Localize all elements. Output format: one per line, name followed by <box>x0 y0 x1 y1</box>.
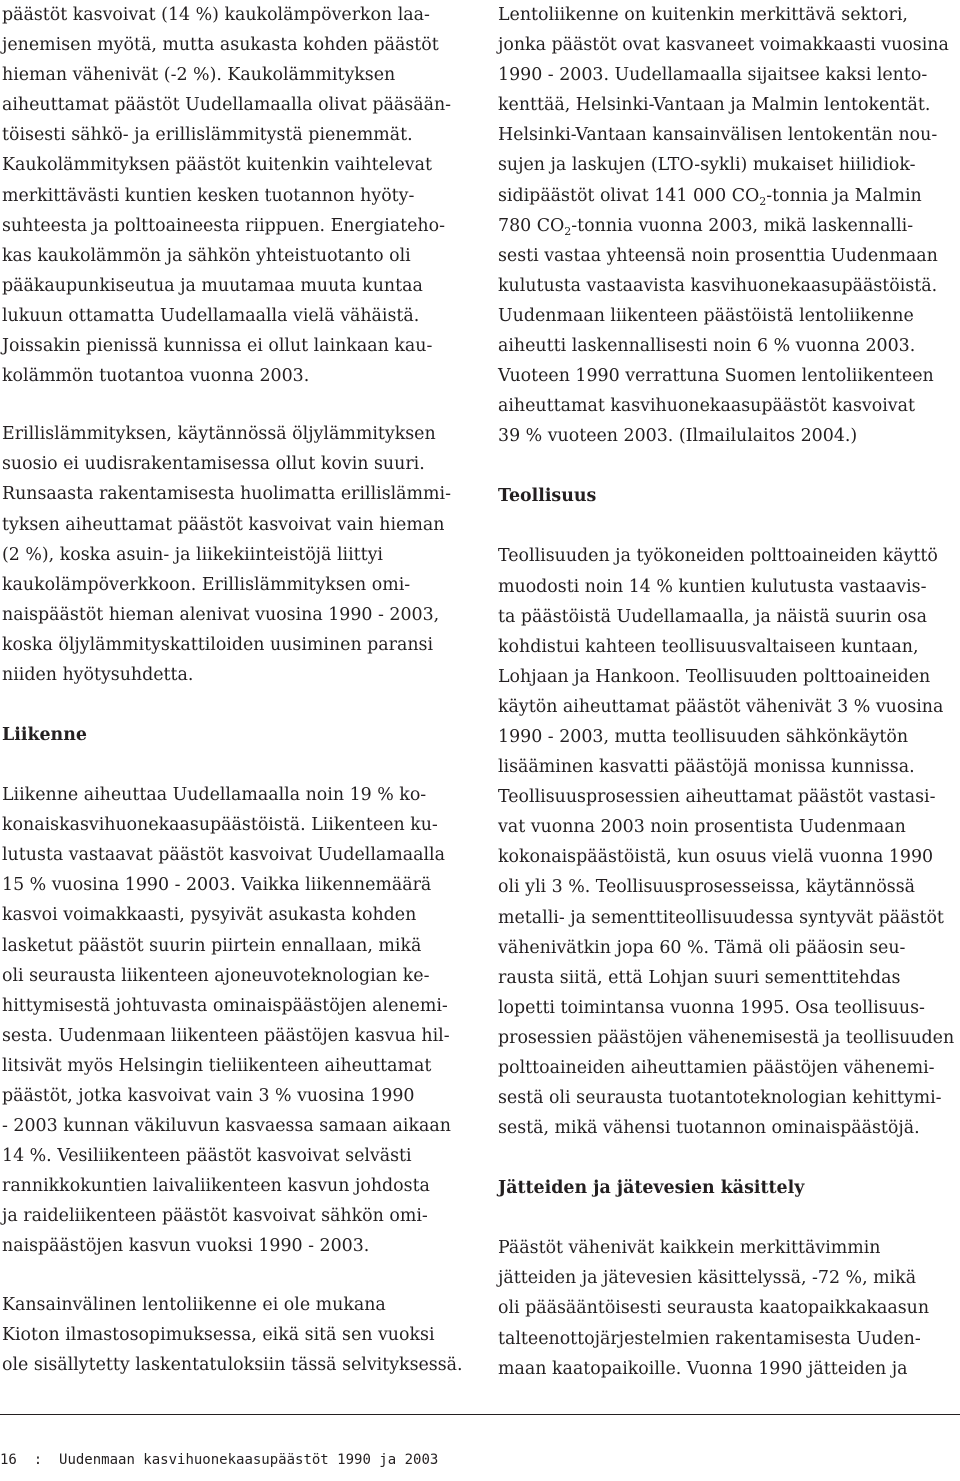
document-title: Uudenmaan kasvihuonekaasupäästöt 1990 ja 2003 <box>59 1452 439 1468</box>
text-line: hittymisestä johtuvasta ominaispäästöjen alenemi- <box>2 995 448 1016</box>
text-line: - 2003 kunnan väkiluvun kasvaessa samaan aikaan <box>2 1116 451 1137</box>
text-line: metalli- ja sementtiteollisuudessa syntyvät päästöt <box>498 907 944 928</box>
text-line: pääkaupunkiseutua ja muutamaa muuta kuntaa <box>2 275 423 296</box>
text-line: sesta. Uudenmaan liikenteen päästöjen kasvua hil- <box>2 1025 450 1046</box>
page-footer <box>0 1452 438 1468</box>
text-line: kaukolämpöverkkoon. Erillislämmityksen omi- <box>2 574 411 595</box>
text-line: lukuun ottamatta Uudellamaalla vielä vähäistä. <box>2 305 420 326</box>
text-line: talteenottojärjestelmien rakentamisesta Uuden- <box>498 1328 921 1349</box>
text-line: maan kaatopaikoille. Vuonna 1990 jätteiden ja <box>498 1358 908 1379</box>
text-line: päästöt kasvoivat (14 %) kaukolämpöverkon laa- <box>2 5 430 25</box>
text-line: polttoaineiden aiheuttamien päästöjen vähenemi- <box>498 1058 935 1078</box>
text-line: lisääminen kasvatti päästöjä monissa kunnissa. <box>498 757 915 778</box>
paragraph-waste <box>498 1233 958 1383</box>
text-line: vat vuonna 2003 noin prosentista Uudenmaan <box>498 817 906 838</box>
paragraph-district-heating <box>2 0 460 391</box>
text-line: ta päästöistä Uudellamaalla, ja näistä suurin osa <box>498 606 927 627</box>
paragraph-industry <box>498 541 958 1143</box>
text-line: lopetti toimintansa vuonna 1995. Osa teollisuus- <box>498 997 925 1018</box>
text-line: Kansainvälinen lentoliikenne ei ole mukana <box>2 1294 386 1315</box>
text-line: Päästöt vähenivät kaikkein merkittävimmin <box>498 1238 881 1259</box>
text-line: sestä oli seurausta tuotantoteknologian kehittymi- <box>498 1088 942 1109</box>
text-line: kokonaispäästöistä, kun osuus vielä vuonna 1990 <box>498 847 934 868</box>
text-line: merkittävästi kuntien kesken tuotannon hyöty- <box>2 185 415 206</box>
text-line: naispäästöt hieman alenivat vuosina 1990 - 2003, <box>2 604 440 625</box>
text-line: Lohjaan ja Hankoon. Teollisuuden polttoaineiden <box>498 666 931 687</box>
text-line: Runsaasta rakentamisesta huolimatta erillislämmi- <box>2 484 451 505</box>
text-line: oli seurausta liikenteen ajoneuvoteknologian ke- <box>2 965 430 986</box>
text-line: vähenivätkin jopa 60 %. Tämä oli pääosin seu- <box>498 937 906 958</box>
text-line: Joissakin pienissä kunnissa ei ollut lainkaan kau- <box>2 336 433 357</box>
text-line: aiheuttamat päästöt Uudellamaalla olivat pääsään- <box>2 95 452 116</box>
paragraph-traffic <box>2 780 460 1262</box>
footer-separator: : <box>33 1452 43 1468</box>
text-line: käytön aiheuttamat päästöt vähenivät 3 % vuosina <box>498 696 944 717</box>
text-line: kas kaukolämmön ja sähkön yhteistuotanto oli <box>2 245 411 266</box>
paragraph-aviation: Lentoliikenne on kuitenkin merkittävä sektori, jonka päästöt ovat kasvaneet voimakkaasti vuosina 1990 - 2003. Uudellamaalla sijaitsee kaksi lento- kenttää, Helsinki-Vantaan ja Malmin lentokentät. Helsinki-Vantaan kansainvälisen lentokentän nou- sujen ja laskujen (LTO-sykli) mukaiset hiilidiok- sidipäästöt olivat 141 000 $CO_2$-tonnia ja Malmin 780 $CO_2$-tonnia vuonna 2003, mikä laskennalli- sesti vastaa yhteensä noin prosenttia Uudenmaan kulutusta vastaavista kasvihuonekaasupäästöistä. Uudenmaan liikenteen päästöistä lentoliikenne aiheutti laskennallisesti noin 6 % vuonna 2003. Vuoteen 1990 verrattuna Suomen lentoliikenteen aiheuttamat kasvihuonekaasupäästöt kasvoivat 39 % vuoteen 2003. (Ilmailulaitos 2004.) <box>498 5 949 447</box>
text-line: Kaukolämmityksen päästöt kuitenkin vaihtelevat <box>2 155 432 176</box>
text-line: 14 %. Vesiliikenteen päästöt kasvoivat selvästi <box>2 1146 412 1167</box>
text-line: suhteesta ja polttoaineesta riippuen. Energiateho- <box>2 215 445 236</box>
text-line: Erillislämmityksen, käytännössä öljylämmityksen <box>2 424 436 445</box>
text-line: lasketut päästöt suurin piirtein ennallaan, mikä <box>2 935 422 956</box>
left-column <box>2 0 463 1380</box>
text-line: kohdistui kahteen teollisuusvaltaiseen kuntaan, <box>498 636 919 657</box>
text-line: hieman vähenivät (-2 %). Kaukolämmityksen <box>2 65 396 86</box>
text-line: jätteiden ja jätevesien käsittelyssä, -72 %, mikä <box>498 1268 917 1289</box>
text-line: ja raideliikenteen päästöt kasvoivat sähkön omi- <box>2 1206 428 1227</box>
paragraph-international-aviation <box>2 1290 463 1380</box>
text-line: kolämmön tuotantoa vuonna 2003. <box>2 366 310 387</box>
text-line: Liikenne aiheuttaa Uudellamaalla noin 19 % ko- <box>2 785 427 806</box>
text-line: 15 % vuosina 1990 - 2003. Vaikka liikennemäärä <box>2 875 432 896</box>
text-line: oli yli 3 %. Teollisuusprosesseissa, käytännössä <box>498 877 916 898</box>
text-line: (2 %), koska asuin- ja liikekiinteistöjä liittyi <box>2 544 383 565</box>
text-line: jenemisen myötä, mutta asukasta kohden päästöt <box>2 35 439 56</box>
text-line: kasvoi voimakkaasti, pysyivät asukasta kohden <box>2 905 417 926</box>
text-line: niiden hyötysuhdetta. <box>2 664 194 685</box>
text-line: litsivät myös Helsingin tieliikenteen aiheuttamat <box>2 1055 432 1076</box>
heading-jatteet: Jätteiden ja jätevesien käsittely <box>498 1178 805 1199</box>
heading-teollisuus: Teollisuus <box>498 486 597 507</box>
text-line: rannikkokuntien laivaliikenteen kasvun johdosta <box>2 1176 430 1197</box>
heading-liikenne: Liikenne <box>2 725 87 746</box>
text-line: Teollisuuden ja työkoneiden polttoaineiden käyttö <box>498 546 938 567</box>
footer-rule <box>0 1414 960 1415</box>
right-column <box>498 0 958 1384</box>
text-line: töisesti sähkö- ja erillislämmitystä pienemmät. <box>2 125 413 146</box>
text-line: tyksen aiheuttamat päästöt kasvoivat vain hieman <box>2 514 445 535</box>
text-line: Kioton ilmastosopimuksessa, eikä sitä sen vuoksi <box>2 1324 435 1345</box>
text-line: prosessien päästöjen vähenemisestä ja teollisuuden <box>498 1027 955 1048</box>
text-line: sestä, mikä vähensi tuotannon ominaispäästöjä. <box>498 1118 920 1139</box>
text-line: koska öljylämmityskattiloiden uusiminen paransi <box>2 634 434 655</box>
text-line: 1990 - 2003, mutta teollisuuden sähkönkäytön <box>498 726 909 747</box>
text-line: oli pääsääntöisesti seurausta kaatopaikkakaasun <box>498 1298 930 1319</box>
text-line: lutusta vastaavat päästöt kasvoivat Uudellamaalla <box>2 845 445 866</box>
page-number: 16 <box>0 1452 17 1468</box>
text-line: naispäästöjen kasvun vuoksi 1990 - 2003. <box>2 1236 370 1257</box>
text-line: rausta siitä, että Lohjan suuri sementtitehdas <box>498 967 901 988</box>
text-line: konaiskasvihuonekaasupäästöistä. Liikenteen ku- <box>2 815 438 836</box>
text-line: Teollisuusprosessien aiheuttamat päästöt vastasi- <box>498 787 936 808</box>
text-line: suosio ei uudisrakentamisessa ollut kovin suuri. <box>2 454 425 475</box>
text-line: ole sisällytetty laskentatuloksiin tässä selvityksessä. <box>2 1354 463 1375</box>
paragraph-separate-heating <box>2 419 460 690</box>
text-line: muodosti noin 14 % kuntien kulutusta vastaavis- <box>498 576 927 597</box>
text-line: päästöt, jotka kasvoivat vain 3 % vuosina 1990 <box>2 1086 415 1106</box>
